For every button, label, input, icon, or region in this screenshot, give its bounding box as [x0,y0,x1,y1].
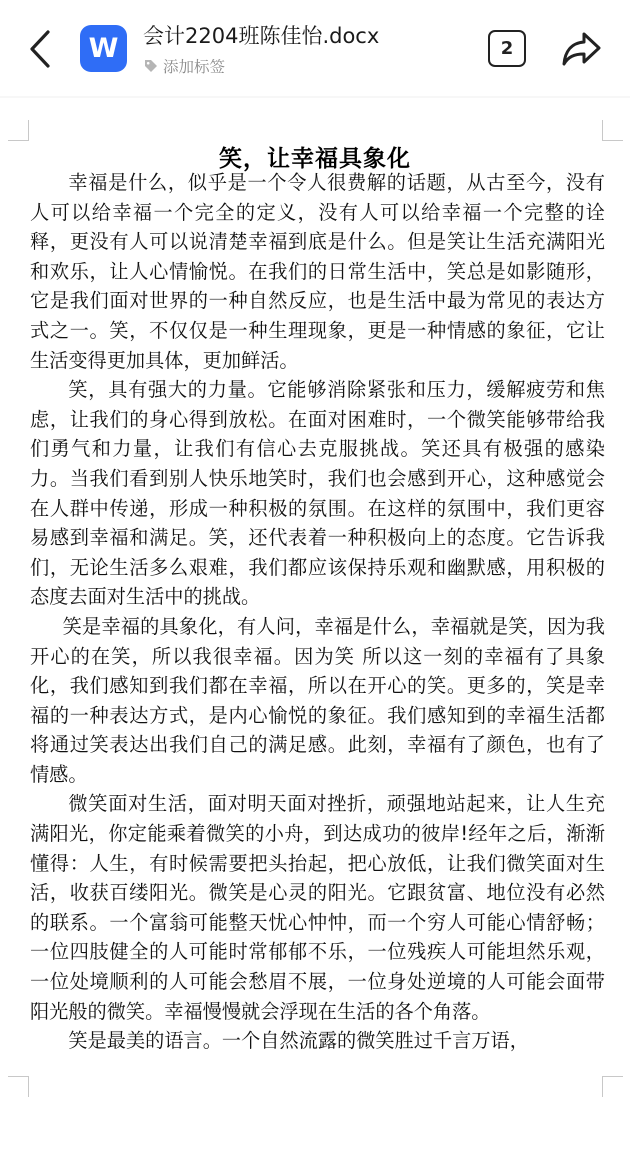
add-tag-button[interactable] [144,55,225,77]
essay-title: 笑，让幸福具象化 [219,146,411,172]
share-icon [560,28,604,70]
word-app-icon [80,25,127,72]
essay-body [30,168,605,1056]
paragraph-5: 笑是最美的语言。一个自然流露的微笑胜过千言万语， [68,1029,529,1053]
crop-mark [602,1076,623,1097]
paragraph-3: 笑是幸福的具象化，有人问，幸福是什么，幸福就是笑，因为我开心的在笑，所以我很幸福。因为笑 所以这一刻的幸福有了具象化，我们感知到我们都在幸福，所以在开心的笑。更多的，笑是幸福的一种表达方式，是内心愉悦的象征。我们感知到的幸福生活都将通过笑表达出我们自己的满足感。此刻，幸福有了颜色，也有了情感。 [30,614,605,786]
document-title: 会计2204班陈佳怡.docx [143,24,380,48]
paragraph-1: 幸福是什么，似乎是一个令人很费解的话题，从古至今，没有人可以给幸福一个完全的定义，没有人可以给幸福一个完整的诠释，更没有人可以说清楚幸福到底是什么。但是笑让生活充满阳光和欢乐，让人心情愉悦。在我们的日常生活中，笑总是如影随形，它是我们面对世界的一种自然反应，也是生活中最为常见的表达方式之一。笑，不仅仅是一种生理现象，更是一种情感的象征，它让生活变得更加具体，更加鲜活。 [30,171,605,372]
crop-mark [602,120,623,141]
paragraph-2: 笑，具有强大的力量。它能够消除紧张和压力，缓解疲劳和焦虑，让我们的身心得到放松。在面对困难时，一个微笑能够带给我们勇气和力量，让我们有信心去克服挑战。笑还具有极强的感染力。当我们看到别人快乐地笑时，我们也会感到开心，这种感觉会在人群中传递，形成一种积极的氛围。在这样的氛围中，我们更容易感到幸福和满足。笑，还代表着一种积极向上的态度。它告诉我们，无论生活多么艰难，我们都应该保持乐观和幽默感，用积极的态度去面对生活中的挑战。 [30,378,605,609]
add-tag-label: 添加标签 [163,58,226,76]
app-badge-letter: W [88,33,119,64]
paragraph-4: 微笑面对生活，面对明天面对挫折，顽强地站起来，让人生充满阳光，你定能乘着微笑的小舟，到达成功的彼岸!经年之后，渐渐懂得：人生，有时候需要把头抬起，把心放低，让我们微笑面对生活，收获百缕阳光。微笑是心灵的阳光。它跟贫富、地位没有必然的联系。一个富翁可能整天忧心忡忡，而一个穷人可能心情舒畅；一位四肢健全的人可能时常郁郁不乐，一位残疾人可能坦然乐观，一位处境顺利的人可能会愁眉不展，一位身处逆境的人可能会面带阳光般的微笑。幸福慢慢就会浮现在生活的各个角落。 [30,792,605,1023]
back-button[interactable] [22,26,62,72]
share-button[interactable] [560,28,604,70]
crop-mark [8,120,29,141]
top-bar [0,0,630,92]
document-page [0,98,630,1173]
back-arrow-icon [22,26,62,72]
tag-icon [144,59,158,73]
window-count-button[interactable] [488,30,526,67]
document-viewer[interactable] [0,96,630,1173]
crop-mark [8,1076,29,1097]
window-count-value: 2 [500,38,514,59]
